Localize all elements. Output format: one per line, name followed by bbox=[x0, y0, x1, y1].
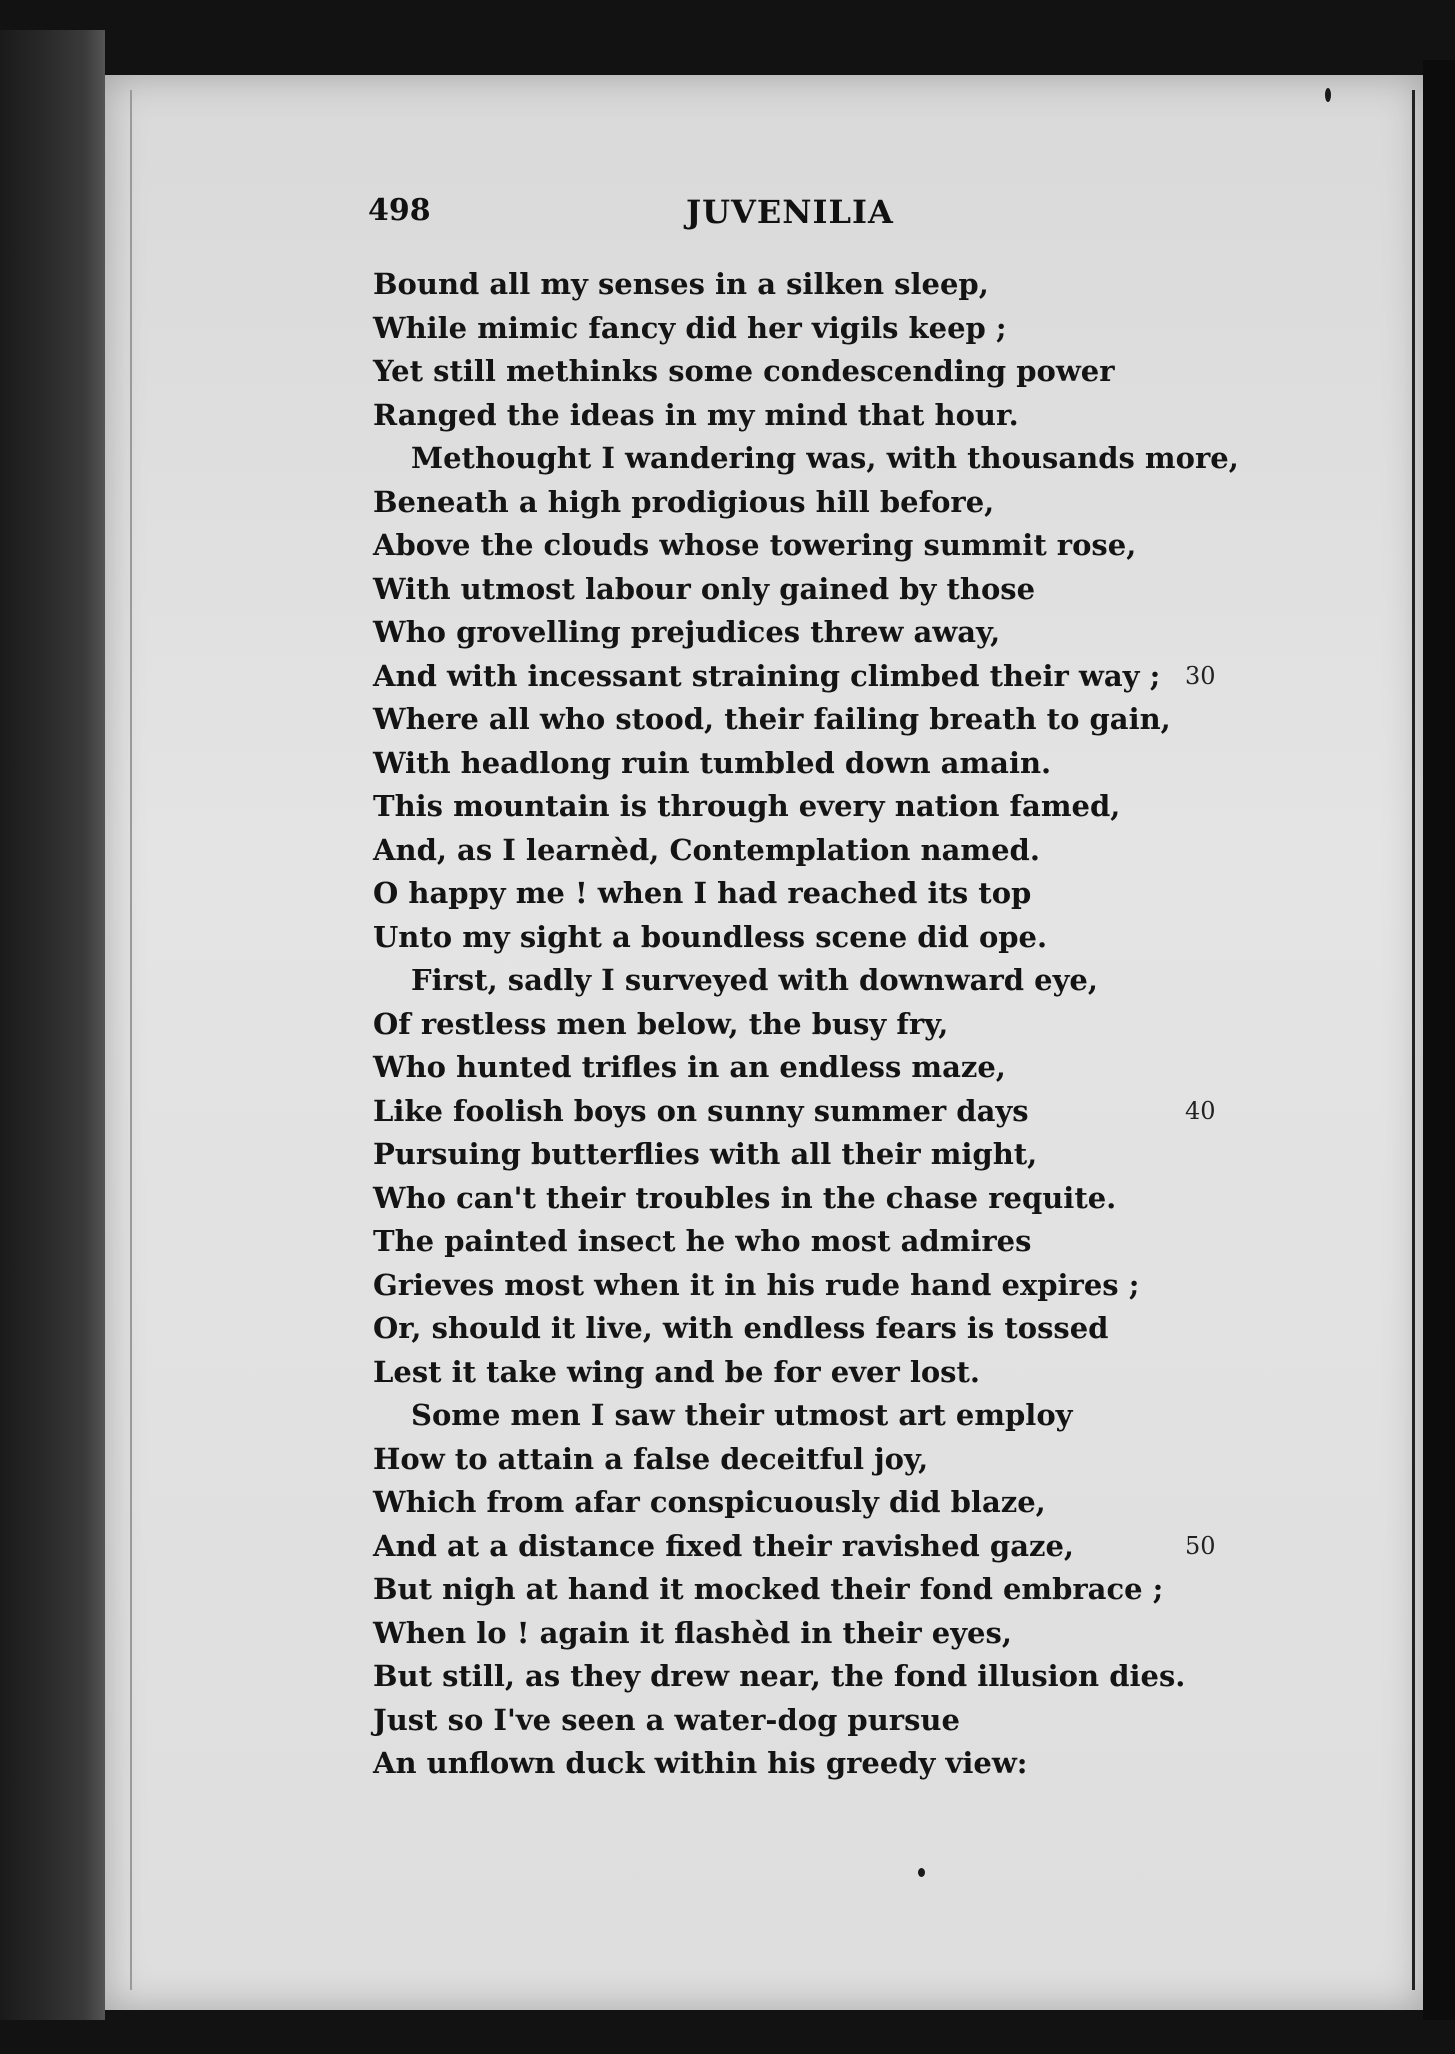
poem-body bbox=[373, 263, 1273, 1786]
poem-line bbox=[373, 1568, 1273, 1612]
poem-line bbox=[373, 742, 1273, 786]
poem-line-text: And at a distance fixed their ravished gaze, bbox=[373, 1528, 1074, 1563]
poem-line-text: Or, should it live, with endless fears is tossed bbox=[373, 1311, 1109, 1345]
poem-line bbox=[373, 350, 1273, 394]
line-number: 30 bbox=[1185, 661, 1216, 690]
poem-line bbox=[373, 263, 1273, 307]
book-spine bbox=[0, 30, 105, 2020]
poem-line bbox=[373, 1742, 1273, 1786]
poem-line bbox=[373, 959, 1273, 1003]
poem-line-text: When lo ! again it flashèd in their eyes, bbox=[373, 1615, 1012, 1650]
poem-line bbox=[373, 1481, 1273, 1525]
poem-line bbox=[373, 307, 1273, 351]
poem-line bbox=[373, 1612, 1273, 1656]
poem-line bbox=[373, 611, 1273, 655]
poem-line bbox=[373, 1090, 1273, 1134]
poem-line-text: Pursuing butterflies with all their might, bbox=[373, 1137, 1038, 1171]
poem-line-text: Grieves most when it in his rude hand expires ; bbox=[373, 1267, 1140, 1302]
page-number: 498 bbox=[368, 193, 431, 228]
poem-line-text: Above the clouds whose towering summit rose, bbox=[373, 528, 1137, 562]
poem-line bbox=[373, 1655, 1273, 1699]
ink-speck bbox=[918, 1868, 925, 1877]
poem-line bbox=[373, 1003, 1273, 1047]
poem-line-text: And with incessant straining climbed their way ; bbox=[373, 658, 1161, 693]
poem-line bbox=[373, 394, 1273, 438]
facing-page-gutter bbox=[1423, 60, 1455, 2020]
poem-line-text: Who grovelling prejudices threw away, bbox=[373, 615, 1001, 649]
page-right-edge bbox=[1412, 90, 1415, 1990]
poem-line-text: Who hunted trifles in an endless maze, bbox=[373, 1050, 1006, 1084]
poem-line-text: First, sadly I surveyed with downward eye, bbox=[411, 963, 1098, 997]
poem-line-text: But nigh at hand it mocked their fond embrace ; bbox=[373, 1572, 1164, 1606]
poem-line bbox=[373, 524, 1273, 568]
poem-line-text: Of restless men below, the busy fry, bbox=[373, 1006, 949, 1041]
poem-line bbox=[373, 1046, 1273, 1090]
line-number: 40 bbox=[1185, 1096, 1216, 1125]
poem-line-text: Who can't their troubles in the chase requite. bbox=[373, 1180, 1117, 1215]
poem-line bbox=[373, 1394, 1273, 1438]
poem-line-text: This mountain is through every nation famed, bbox=[373, 789, 1121, 823]
poem-line bbox=[373, 698, 1273, 742]
poem-line-text: Yet still methinks some condescending power bbox=[373, 354, 1115, 388]
poem-line bbox=[373, 568, 1273, 612]
poem-line-text: The painted insect he who most admires bbox=[373, 1224, 1032, 1258]
poem-line-text: Unto my sight a boundless scene did ope. bbox=[373, 919, 1048, 954]
poem-line bbox=[373, 655, 1273, 699]
poem-line bbox=[373, 1133, 1273, 1177]
poem-line bbox=[373, 437, 1273, 481]
ink-speck bbox=[1325, 88, 1331, 102]
poem-line-text: Lest it take wing and be for ever lost. bbox=[373, 1354, 981, 1389]
poem-line bbox=[373, 872, 1273, 916]
poem-line-text: Methought I wandering was, with thousands more, bbox=[411, 441, 1239, 475]
poem-line bbox=[373, 829, 1273, 873]
poem-line bbox=[373, 916, 1273, 960]
poem-line-text: Like foolish boys on sunny summer days bbox=[373, 1093, 1029, 1128]
poem-line-text: Some men I saw their utmost art employ bbox=[411, 1398, 1073, 1432]
poem-line-text: But still, as they drew near, the fond illusion dies. bbox=[373, 1659, 1186, 1693]
poem-line-text: How to attain a false deceitful joy, bbox=[373, 1441, 929, 1476]
poem-line bbox=[373, 1438, 1273, 1482]
poem-line bbox=[373, 1525, 1273, 1569]
poem-line-text: Which from afar conspicuously did blaze, bbox=[373, 1485, 1046, 1519]
running-head: JUVENILIA bbox=[686, 193, 894, 231]
poem-line bbox=[373, 1699, 1273, 1743]
page-header bbox=[368, 193, 1228, 243]
poem-line-text: O happy me ! when I had reached its top bbox=[373, 876, 1032, 910]
poem-line-text: Ranged the ideas in my mind that hour. bbox=[373, 397, 1019, 432]
poem-line bbox=[373, 1177, 1273, 1221]
poem-line bbox=[373, 1307, 1273, 1351]
poem-line-text: With headlong ruin tumbled down amain. bbox=[373, 745, 1052, 780]
poem-line-text: And, as I learnèd, Contemplation named. bbox=[373, 832, 1040, 867]
poem-line bbox=[373, 1264, 1273, 1308]
poem-line-text: Where all who stood, their failing breath to gain, bbox=[373, 702, 1171, 736]
poem-line-text: Bound all my senses in a silken sleep, bbox=[373, 267, 989, 301]
poem-line-text: Beneath a high prodigious hill before, bbox=[373, 484, 995, 519]
poem-line-text: An unflown duck within his greedy view: bbox=[373, 1746, 1028, 1780]
line-number: 50 bbox=[1185, 1531, 1216, 1560]
poem-line-text: With utmost labour only gained by those bbox=[373, 571, 1036, 606]
poem-line bbox=[373, 481, 1273, 525]
poem-line bbox=[373, 785, 1273, 829]
poem-line bbox=[373, 1351, 1273, 1395]
poem-line-text: Just so I've seen a water-dog pursue bbox=[373, 1702, 960, 1737]
poem-line-text: While mimic fancy did her vigils keep ; bbox=[373, 310, 1007, 345]
page-left-edge bbox=[130, 90, 132, 1990]
poem-line bbox=[373, 1220, 1273, 1264]
